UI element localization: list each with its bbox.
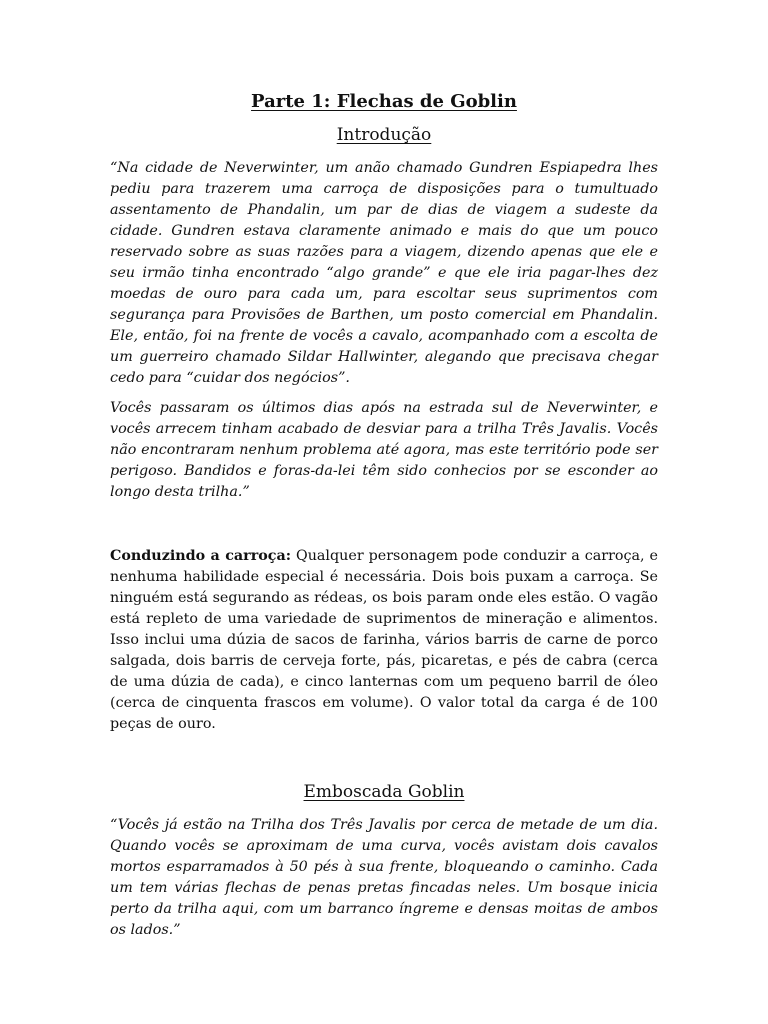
cart-body-text: Qualquer personagem pode conduzir a carroça, e nenhuma habilidade especial é necessária. Dois bois puxam a carroça. Se ninguém está segurando as rédeas, os bois param onde eles estão. O vagão está repleto de uma variedade de suprimentos de mineração e alimentos. Isso inclui uma dúzia de sacos de farinha, vários barris de carne de porco salgada, dois barris de cerveja forte, pás, picaretas, e pés de cabra (cerca de uma dúzia de cada), e cinco lanternas com um pequeno barril de óleo (cerca de cinquenta frascos em volume). O valor total da carga é de 100 peças de ouro. xyxy=(110,548,658,732)
cart-lead-label: Conduzindo a carroça: xyxy=(110,548,292,564)
document-page xyxy=(110,86,658,941)
intro-paragraph-2: Vocês passaram os últimos dias após na estrada sul de Neverwinter, e vocês arrecem tinham acabado de desviar para a trilha Três Javalis. Vocês não encontraram nenhum problema até agora, mas este território pode ser perigoso. Bandidos e foras-da-lei têm sido conhecios por se esconder ao longo desta trilha.” xyxy=(110,400,658,500)
intro-heading: Introdução xyxy=(336,125,432,145)
cart-paragraph xyxy=(110,546,658,735)
intro-paragraph-1: “Na cidade de Neverwinter, um anão chamado Gundren Espiapedra lhes pediu para trazerem uma carroça de disposições para o tumultuado assentamento de Phandalin, um par de dias de viagem a sudeste da cidade. Gundren estava claramente animado e mais do que um pouco reservado sobre as suas razões para a viagem, dizendo apenas que ele e seu irmão tinha encontrado “algo grande” e que ele iria pagar-lhes dez moedas de ouro para cada um, para escoltar seus suprimentos com segurança para Provisões de Barthen, um posto comercial em Phandalin. Ele, então, foi na frente de vocês a cavalo, acompanhado com a escolta de um guerreiro chamado Sildar Hallwinter, alegando que precisava chegar cedo para “cuidar dos negócios”. xyxy=(110,160,658,386)
ambush-paragraph-1: “Vocês já estão na Trilha dos Três Javalis por cerca de metade de um dia. Quando vocês se aproximam de uma curva, vocês avistam dois cavalos mortos esparramados à 50 pés à sua frente, bloqueando o caminho. Cada um tem várias flechas de penas pretas fincadas neles. Um bosque inicia perto da trilha aqui, com um barranco íngreme e densas moitas de ambos os lados.” xyxy=(110,817,658,938)
document-title: Parte 1: Flechas de Goblin xyxy=(251,91,517,112)
ambush-heading: Emboscada Goblin xyxy=(303,782,465,802)
